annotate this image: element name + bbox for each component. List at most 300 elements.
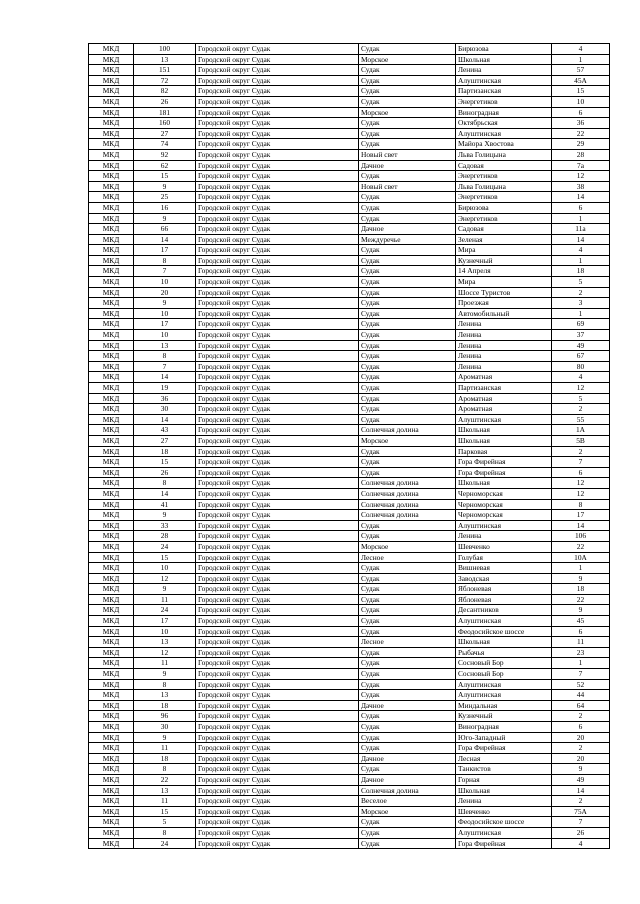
municipality-cell: Городской округ Судак bbox=[196, 679, 359, 690]
municipality-cell: Городской округ Судак bbox=[196, 690, 359, 701]
settlement-cell: Солнечная долина bbox=[359, 478, 456, 489]
apartment-count-cell: 10 bbox=[134, 626, 196, 637]
street-cell: Алуштинская bbox=[456, 827, 552, 838]
apartment-count-cell: 72 bbox=[134, 75, 196, 86]
house-number-cell: 38 bbox=[552, 181, 610, 192]
apartment-count-cell: 96 bbox=[134, 711, 196, 722]
street-cell: Лесная bbox=[456, 753, 552, 764]
apartment-count-cell: 17 bbox=[134, 319, 196, 330]
settlement-cell: Судак bbox=[359, 255, 456, 266]
apartment-count-cell: 151 bbox=[134, 65, 196, 76]
house-number-cell: 69 bbox=[552, 319, 610, 330]
table-body bbox=[89, 44, 610, 849]
apartment-count-cell: 82 bbox=[134, 86, 196, 97]
municipality-cell: Городской округ Судак bbox=[196, 383, 359, 394]
settlement-cell: Солнечная долина bbox=[359, 488, 456, 499]
apartment-count-cell: 10 bbox=[134, 330, 196, 341]
building-type-cell: МКД bbox=[89, 679, 134, 690]
street-cell: Школьная bbox=[456, 785, 552, 796]
table-row bbox=[89, 96, 610, 107]
building-type-cell: МКД bbox=[89, 308, 134, 319]
table-row bbox=[89, 467, 610, 478]
apartment-count-cell: 27 bbox=[134, 128, 196, 139]
municipality-cell: Городской округ Судак bbox=[196, 563, 359, 574]
settlement-cell: Судак bbox=[359, 446, 456, 457]
table-row bbox=[89, 383, 610, 394]
settlement-cell: Солнечная долина bbox=[359, 499, 456, 510]
apartment-count-cell: 9 bbox=[134, 213, 196, 224]
house-number-cell: 9 bbox=[552, 605, 610, 616]
municipality-cell: Городской округ Судак bbox=[196, 414, 359, 425]
table-row bbox=[89, 679, 610, 690]
table-row bbox=[89, 690, 610, 701]
table-row bbox=[89, 65, 610, 76]
municipality-cell: Городской округ Судак bbox=[196, 266, 359, 277]
settlement-cell: Судак bbox=[359, 605, 456, 616]
municipality-cell: Городской округ Судак bbox=[196, 478, 359, 489]
street-cell: Черноморская bbox=[456, 499, 552, 510]
municipality-cell: Городской округ Судак bbox=[196, 743, 359, 754]
municipality-cell: Городской округ Судак bbox=[196, 86, 359, 97]
municipality-cell: Городской округ Судак bbox=[196, 319, 359, 330]
apartment-count-cell: 13 bbox=[134, 54, 196, 65]
building-type-cell: МКД bbox=[89, 563, 134, 574]
settlement-cell: Судак bbox=[359, 298, 456, 309]
building-type-cell: МКД bbox=[89, 510, 134, 521]
building-type-cell: МКД bbox=[89, 732, 134, 743]
street-cell: Бирюзова bbox=[456, 202, 552, 213]
table-row bbox=[89, 658, 610, 669]
building-type-cell: МКД bbox=[89, 181, 134, 192]
house-number-cell: 4 bbox=[552, 838, 610, 849]
street-cell: Школьная bbox=[456, 54, 552, 65]
apartment-count-cell: 17 bbox=[134, 616, 196, 627]
apartment-count-cell: 7 bbox=[134, 361, 196, 372]
house-number-cell: 23 bbox=[552, 647, 610, 658]
apartment-count-cell: 27 bbox=[134, 435, 196, 446]
municipality-cell: Городской округ Судак bbox=[196, 118, 359, 129]
house-number-cell: 49 bbox=[552, 774, 610, 785]
apartment-count-cell: 8 bbox=[134, 351, 196, 362]
house-number-cell: 5 bbox=[552, 393, 610, 404]
municipality-cell: Городской округ Судак bbox=[196, 488, 359, 499]
settlement-cell: Судак bbox=[359, 647, 456, 658]
table-row bbox=[89, 298, 610, 309]
settlement-cell: Междуречье bbox=[359, 234, 456, 245]
apartment-count-cell: 17 bbox=[134, 245, 196, 256]
settlement-cell: Дачное bbox=[359, 753, 456, 764]
house-number-cell: 5 bbox=[552, 277, 610, 288]
apartment-count-cell: 7 bbox=[134, 266, 196, 277]
settlement-cell: Судак bbox=[359, 393, 456, 404]
apartment-count-cell: 5 bbox=[134, 817, 196, 828]
apartment-count-cell: 13 bbox=[134, 637, 196, 648]
street-cell: Заводская bbox=[456, 573, 552, 584]
municipality-cell: Городской округ Судак bbox=[196, 637, 359, 648]
street-cell: Десантников bbox=[456, 605, 552, 616]
settlement-cell: Морское bbox=[359, 54, 456, 65]
table-row bbox=[89, 817, 610, 828]
apartment-count-cell: 13 bbox=[134, 690, 196, 701]
apartment-count-cell: 24 bbox=[134, 541, 196, 552]
table-row bbox=[89, 245, 610, 256]
building-type-cell: МКД bbox=[89, 541, 134, 552]
municipality-cell: Городской округ Судак bbox=[196, 149, 359, 160]
building-type-cell: МКД bbox=[89, 86, 134, 97]
municipality-cell: Городской округ Судак bbox=[196, 457, 359, 468]
building-type-cell: МКД bbox=[89, 149, 134, 160]
apartment-count-cell: 14 bbox=[134, 414, 196, 425]
settlement-cell: Солнечная долина bbox=[359, 785, 456, 796]
municipality-cell: Городской округ Судак bbox=[196, 128, 359, 139]
table-row bbox=[89, 372, 610, 383]
municipality-cell: Городской округ Судак bbox=[196, 160, 359, 171]
municipality-cell: Городской округ Судак bbox=[196, 224, 359, 235]
street-cell: Ароматная bbox=[456, 372, 552, 383]
house-number-cell: 20 bbox=[552, 753, 610, 764]
house-number-cell: 18 bbox=[552, 266, 610, 277]
building-type-cell: МКД bbox=[89, 796, 134, 807]
table-row bbox=[89, 711, 610, 722]
settlement-cell: Солнечная долина bbox=[359, 425, 456, 436]
street-cell: Зеленая bbox=[456, 234, 552, 245]
street-cell: Сосновый Бор bbox=[456, 658, 552, 669]
apartment-count-cell: 15 bbox=[134, 457, 196, 468]
municipality-cell: Городской округ Судак bbox=[196, 107, 359, 118]
table-row bbox=[89, 647, 610, 658]
street-cell: Кузнечный bbox=[456, 711, 552, 722]
settlement-cell: Новый свет bbox=[359, 181, 456, 192]
house-number-cell: 45А bbox=[552, 75, 610, 86]
municipality-cell: Городской округ Судак bbox=[196, 425, 359, 436]
street-cell: Партизанская bbox=[456, 383, 552, 394]
settlement-cell: Судак bbox=[359, 65, 456, 76]
building-type-cell: МКД bbox=[89, 96, 134, 107]
settlement-cell: Судак bbox=[359, 44, 456, 55]
street-cell: Энергетиков bbox=[456, 192, 552, 203]
municipality-cell: Городской округ Судак bbox=[196, 446, 359, 457]
apartment-count-cell: 36 bbox=[134, 393, 196, 404]
municipality-cell: Городской округ Судак bbox=[196, 308, 359, 319]
street-cell: Шевченко bbox=[456, 806, 552, 817]
municipality-cell: Городской округ Судак bbox=[196, 732, 359, 743]
house-number-cell: 20 bbox=[552, 732, 610, 743]
apartment-count-cell: 62 bbox=[134, 160, 196, 171]
table-row bbox=[89, 700, 610, 711]
building-type-cell: МКД bbox=[89, 255, 134, 266]
settlement-cell: Морское bbox=[359, 806, 456, 817]
building-type-cell: МКД bbox=[89, 245, 134, 256]
building-type-cell: МКД bbox=[89, 171, 134, 182]
apartment-count-cell: 8 bbox=[134, 764, 196, 775]
street-cell: Ленина bbox=[456, 796, 552, 807]
house-number-cell: 22 bbox=[552, 128, 610, 139]
street-cell: 14 Апреля bbox=[456, 266, 552, 277]
settlement-cell: Судак bbox=[359, 573, 456, 584]
municipality-cell: Городской округ Судак bbox=[196, 245, 359, 256]
street-cell: Алуштинская bbox=[456, 616, 552, 627]
apartment-count-cell: 160 bbox=[134, 118, 196, 129]
building-type-cell: МКД bbox=[89, 827, 134, 838]
table-row bbox=[89, 764, 610, 775]
house-number-cell: 52 bbox=[552, 679, 610, 690]
apartment-count-cell: 13 bbox=[134, 340, 196, 351]
apartment-count-cell: 11 bbox=[134, 658, 196, 669]
street-cell: Яблоневая bbox=[456, 594, 552, 605]
municipality-cell: Городской округ Судак bbox=[196, 552, 359, 563]
apartment-count-cell: 8 bbox=[134, 679, 196, 690]
apartment-count-cell: 22 bbox=[134, 774, 196, 785]
settlement-cell: Судак bbox=[359, 351, 456, 362]
table-row bbox=[89, 499, 610, 510]
municipality-cell: Городской округ Судак bbox=[196, 669, 359, 680]
house-number-cell: 2 bbox=[552, 796, 610, 807]
house-number-cell: 14 bbox=[552, 785, 610, 796]
settlement-cell: Судак bbox=[359, 245, 456, 256]
street-cell: Проезжая bbox=[456, 298, 552, 309]
table-row bbox=[89, 139, 610, 150]
building-type-cell: МКД bbox=[89, 647, 134, 658]
municipality-cell: Городской округ Судак bbox=[196, 65, 359, 76]
building-type-cell: МКД bbox=[89, 817, 134, 828]
building-type-cell: МКД bbox=[89, 467, 134, 478]
house-number-cell: 26 bbox=[552, 827, 610, 838]
house-number-cell: 6 bbox=[552, 202, 610, 213]
table-row bbox=[89, 308, 610, 319]
settlement-cell: Судак bbox=[359, 531, 456, 542]
street-cell: Ленина bbox=[456, 361, 552, 372]
table-row bbox=[89, 192, 610, 203]
settlement-cell: Судак bbox=[359, 669, 456, 680]
apartment-count-cell: 9 bbox=[134, 181, 196, 192]
settlement-cell: Судак bbox=[359, 96, 456, 107]
municipality-cell: Городской округ Судак bbox=[196, 584, 359, 595]
building-type-cell: МКД bbox=[89, 626, 134, 637]
street-cell: Энергетиков bbox=[456, 96, 552, 107]
building-type-cell: МКД bbox=[89, 457, 134, 468]
table-row bbox=[89, 255, 610, 266]
table-row bbox=[89, 414, 610, 425]
municipality-cell: Городской округ Судак bbox=[196, 139, 359, 150]
table-row bbox=[89, 287, 610, 298]
table-row bbox=[89, 404, 610, 415]
municipality-cell: Городской округ Судак bbox=[196, 573, 359, 584]
building-type-cell: МКД bbox=[89, 372, 134, 383]
municipality-cell: Городской округ Судак bbox=[196, 785, 359, 796]
street-cell: Октябрьская bbox=[456, 118, 552, 129]
table-row bbox=[89, 510, 610, 521]
house-number-cell: 15 bbox=[552, 86, 610, 97]
settlement-cell: Судак bbox=[359, 330, 456, 341]
apartment-count-cell: 30 bbox=[134, 722, 196, 733]
building-type-cell: МКД bbox=[89, 192, 134, 203]
apartment-count-cell: 14 bbox=[134, 488, 196, 499]
building-type-cell: МКД bbox=[89, 75, 134, 86]
table-row bbox=[89, 827, 610, 838]
settlement-cell: Судак bbox=[359, 383, 456, 394]
street-cell: Гора Фирейная bbox=[456, 743, 552, 754]
building-type-cell: МКД bbox=[89, 658, 134, 669]
building-type-cell: МКД bbox=[89, 393, 134, 404]
house-number-cell: 1 bbox=[552, 213, 610, 224]
municipality-cell: Городской округ Судак bbox=[196, 722, 359, 733]
apartment-count-cell: 12 bbox=[134, 647, 196, 658]
municipality-cell: Городской округ Судак bbox=[196, 54, 359, 65]
settlement-cell: Судак bbox=[359, 732, 456, 743]
house-number-cell: 6 bbox=[552, 467, 610, 478]
table-row bbox=[89, 446, 610, 457]
settlement-cell: Судак bbox=[359, 722, 456, 733]
house-number-cell: 64 bbox=[552, 700, 610, 711]
house-number-cell: 6 bbox=[552, 722, 610, 733]
house-number-cell: 12 bbox=[552, 171, 610, 182]
table-row bbox=[89, 573, 610, 584]
house-number-cell: 14 bbox=[552, 192, 610, 203]
apartment-count-cell: 33 bbox=[134, 520, 196, 531]
settlement-cell: Судак bbox=[359, 711, 456, 722]
table-row bbox=[89, 594, 610, 605]
table-row bbox=[89, 54, 610, 65]
settlement-cell: Судак bbox=[359, 361, 456, 372]
table-row bbox=[89, 171, 610, 182]
building-type-cell: МКД bbox=[89, 44, 134, 55]
table-row bbox=[89, 160, 610, 171]
street-cell: Ароматная bbox=[456, 404, 552, 415]
building-type-cell: МКД bbox=[89, 234, 134, 245]
street-cell: Сосновый Бор bbox=[456, 669, 552, 680]
municipality-cell: Городской округ Судак bbox=[196, 817, 359, 828]
house-number-cell: 67 bbox=[552, 351, 610, 362]
settlement-cell: Судак bbox=[359, 308, 456, 319]
house-number-cell: 6 bbox=[552, 107, 610, 118]
street-cell: Ленина bbox=[456, 351, 552, 362]
table-row bbox=[89, 796, 610, 807]
settlement-cell: Судак bbox=[359, 266, 456, 277]
street-cell: Голубая bbox=[456, 552, 552, 563]
settlement-cell: Дачное bbox=[359, 700, 456, 711]
municipality-cell: Городской округ Судак bbox=[196, 658, 359, 669]
building-type-cell: МКД bbox=[89, 764, 134, 775]
street-cell: Алуштинская bbox=[456, 520, 552, 531]
apartment-count-cell: 12 bbox=[134, 573, 196, 584]
settlement-cell: Морское bbox=[359, 435, 456, 446]
settlement-cell: Судак bbox=[359, 679, 456, 690]
house-number-cell: 2 bbox=[552, 404, 610, 415]
settlement-cell: Судак bbox=[359, 414, 456, 425]
house-number-cell: 11а bbox=[552, 224, 610, 235]
building-type-cell: МКД bbox=[89, 838, 134, 849]
table-row bbox=[89, 44, 610, 55]
table-row bbox=[89, 584, 610, 595]
municipality-cell: Городской округ Судак bbox=[196, 774, 359, 785]
house-number-cell: 12 bbox=[552, 478, 610, 489]
table-row bbox=[89, 393, 610, 404]
municipality-cell: Городской округ Судак bbox=[196, 796, 359, 807]
street-cell: Гора Фирейная bbox=[456, 457, 552, 468]
house-number-cell: 45 bbox=[552, 616, 610, 627]
building-type-cell: МКД bbox=[89, 711, 134, 722]
house-number-cell: 9 bbox=[552, 573, 610, 584]
street-cell: Ленина bbox=[456, 330, 552, 341]
apartment-count-cell: 28 bbox=[134, 531, 196, 542]
street-cell: Феодосийское шоссе bbox=[456, 626, 552, 637]
street-cell: Черноморская bbox=[456, 510, 552, 521]
house-number-cell: 18 bbox=[552, 584, 610, 595]
apartment-count-cell: 100 bbox=[134, 44, 196, 55]
apartment-count-cell: 26 bbox=[134, 96, 196, 107]
settlement-cell: Судак bbox=[359, 202, 456, 213]
house-number-cell: 14 bbox=[552, 234, 610, 245]
house-number-cell: 17 bbox=[552, 510, 610, 521]
table-row bbox=[89, 224, 610, 235]
table-row bbox=[89, 266, 610, 277]
table-row bbox=[89, 552, 610, 563]
building-type-cell: МКД bbox=[89, 637, 134, 648]
house-number-cell: 2 bbox=[552, 287, 610, 298]
apartment-count-cell: 19 bbox=[134, 383, 196, 394]
municipality-cell: Городской округ Судак bbox=[196, 75, 359, 86]
municipality-cell: Городской округ Судак bbox=[196, 96, 359, 107]
street-cell: Алуштинская bbox=[456, 414, 552, 425]
house-number-cell: 29 bbox=[552, 139, 610, 150]
settlement-cell: Лесное bbox=[359, 637, 456, 648]
municipality-cell: Городской округ Судак bbox=[196, 594, 359, 605]
house-number-cell: 7 bbox=[552, 457, 610, 468]
building-type-cell: МКД bbox=[89, 139, 134, 150]
municipality-cell: Городской округ Судак bbox=[196, 827, 359, 838]
building-type-cell: МКД bbox=[89, 774, 134, 785]
settlement-cell: Судак bbox=[359, 594, 456, 605]
settlement-cell: Судак bbox=[359, 372, 456, 383]
building-type-cell: МКД bbox=[89, 722, 134, 733]
building-type-cell: МКД bbox=[89, 128, 134, 139]
apartment-count-cell: 11 bbox=[134, 594, 196, 605]
apartment-count-cell: 10 bbox=[134, 308, 196, 319]
municipality-cell: Городской округ Судак bbox=[196, 764, 359, 775]
building-type-cell: МКД bbox=[89, 616, 134, 627]
municipality-cell: Городской округ Судак bbox=[196, 541, 359, 552]
municipality-cell: Городской округ Судак bbox=[196, 520, 359, 531]
municipality-cell: Городской округ Судак bbox=[196, 499, 359, 510]
house-number-cell: 1 bbox=[552, 308, 610, 319]
building-type-cell: МКД bbox=[89, 573, 134, 584]
municipality-cell: Городской округ Судак bbox=[196, 234, 359, 245]
settlement-cell: Судак bbox=[359, 75, 456, 86]
building-type-cell: МКД bbox=[89, 404, 134, 415]
house-number-cell: 12 bbox=[552, 383, 610, 394]
building-type-cell: МКД bbox=[89, 594, 134, 605]
building-type-cell: МКД bbox=[89, 552, 134, 563]
municipality-cell: Городской округ Судак bbox=[196, 753, 359, 764]
municipality-cell: Городской округ Судак bbox=[196, 277, 359, 288]
settlement-cell: Судак bbox=[359, 192, 456, 203]
house-number-cell: 1 bbox=[552, 563, 610, 574]
table-row bbox=[89, 669, 610, 680]
settlement-cell: Судак bbox=[359, 658, 456, 669]
settlement-cell: Дачное bbox=[359, 224, 456, 235]
building-type-cell: МКД bbox=[89, 213, 134, 224]
street-cell: Алуштинская bbox=[456, 679, 552, 690]
table-row bbox=[89, 351, 610, 362]
table-row bbox=[89, 128, 610, 139]
house-number-cell: 11 bbox=[552, 637, 610, 648]
building-type-cell: МКД bbox=[89, 287, 134, 298]
apartment-count-cell: 9 bbox=[134, 298, 196, 309]
table-row bbox=[89, 86, 610, 97]
house-number-cell: 44 bbox=[552, 690, 610, 701]
street-cell: Танкистов bbox=[456, 764, 552, 775]
table-row bbox=[89, 277, 610, 288]
